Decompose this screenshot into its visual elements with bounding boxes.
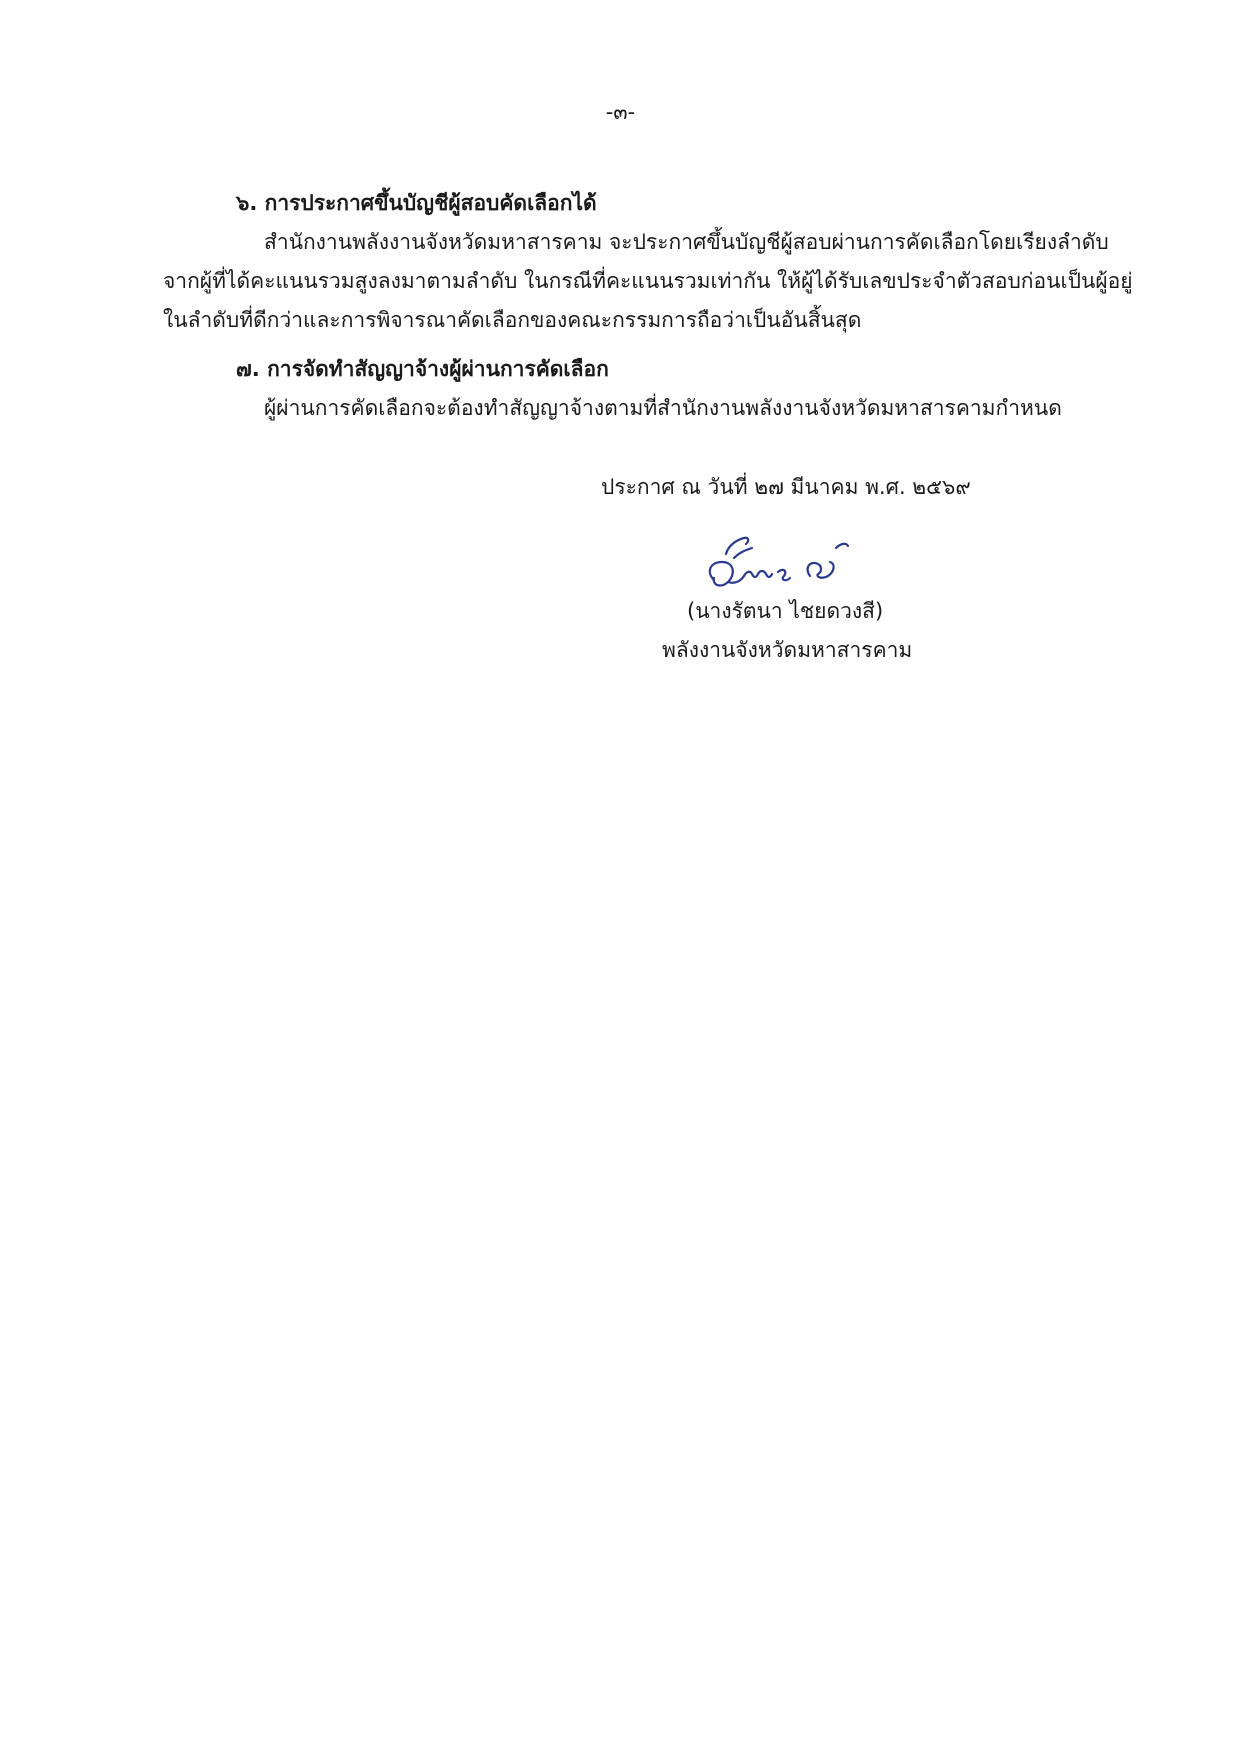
section-7-heading: ๗. การจัดทำสัญญาจ้างผู้ผ่านการคัดเลือก [236,357,609,381]
handwritten-signature [700,528,880,598]
signer-position: พลังงานจังหวัดมหาสารคาม [662,638,913,662]
section-7-paragraph-line: ผู้ผ่านการคัดเลือกจะต้องทำสัญญาจ้างตามที่สำนักงานพลังงานจังหวัดมหาสารคามกำหนด [264,396,1062,420]
announcement-date: ประกาศ ณ วันที่ ๒๗ มีนาคม พ.ศ. ๒๕๖๙ [601,475,971,499]
section-6-paragraph-line: ในลำดับที่ดีกว่าและการพิจารณาคัดเลือกของคณะกรรมการถือว่าเป็นอันสิ้นสุด [163,308,862,332]
section-6-paragraph-line: สำนักงานพลังงานจังหวัดมหาสารคาม จะประกาศขึ้นบัญชีผู้สอบผ่านการคัดเลือกโดยเรียงลำดับ [264,230,1109,254]
section-6-heading: ๖. การประกาศขึ้นบัญชีผู้สอบคัดเลือกได้ [236,191,597,215]
signer-name: (นางรัตนา ไชยดวงสี) [687,599,884,623]
page-number: -๓- [605,100,636,124]
section-6-paragraph-line: จากผู้ที่ได้คะแนนรวมสูงลงมาตามลำดับ ในกรณีที่คะแนนรวมเท่ากัน ให้ผู้ได้รับเลขประจำตัวสอบก่อนเป็นผู้อยู่ [163,269,1133,293]
